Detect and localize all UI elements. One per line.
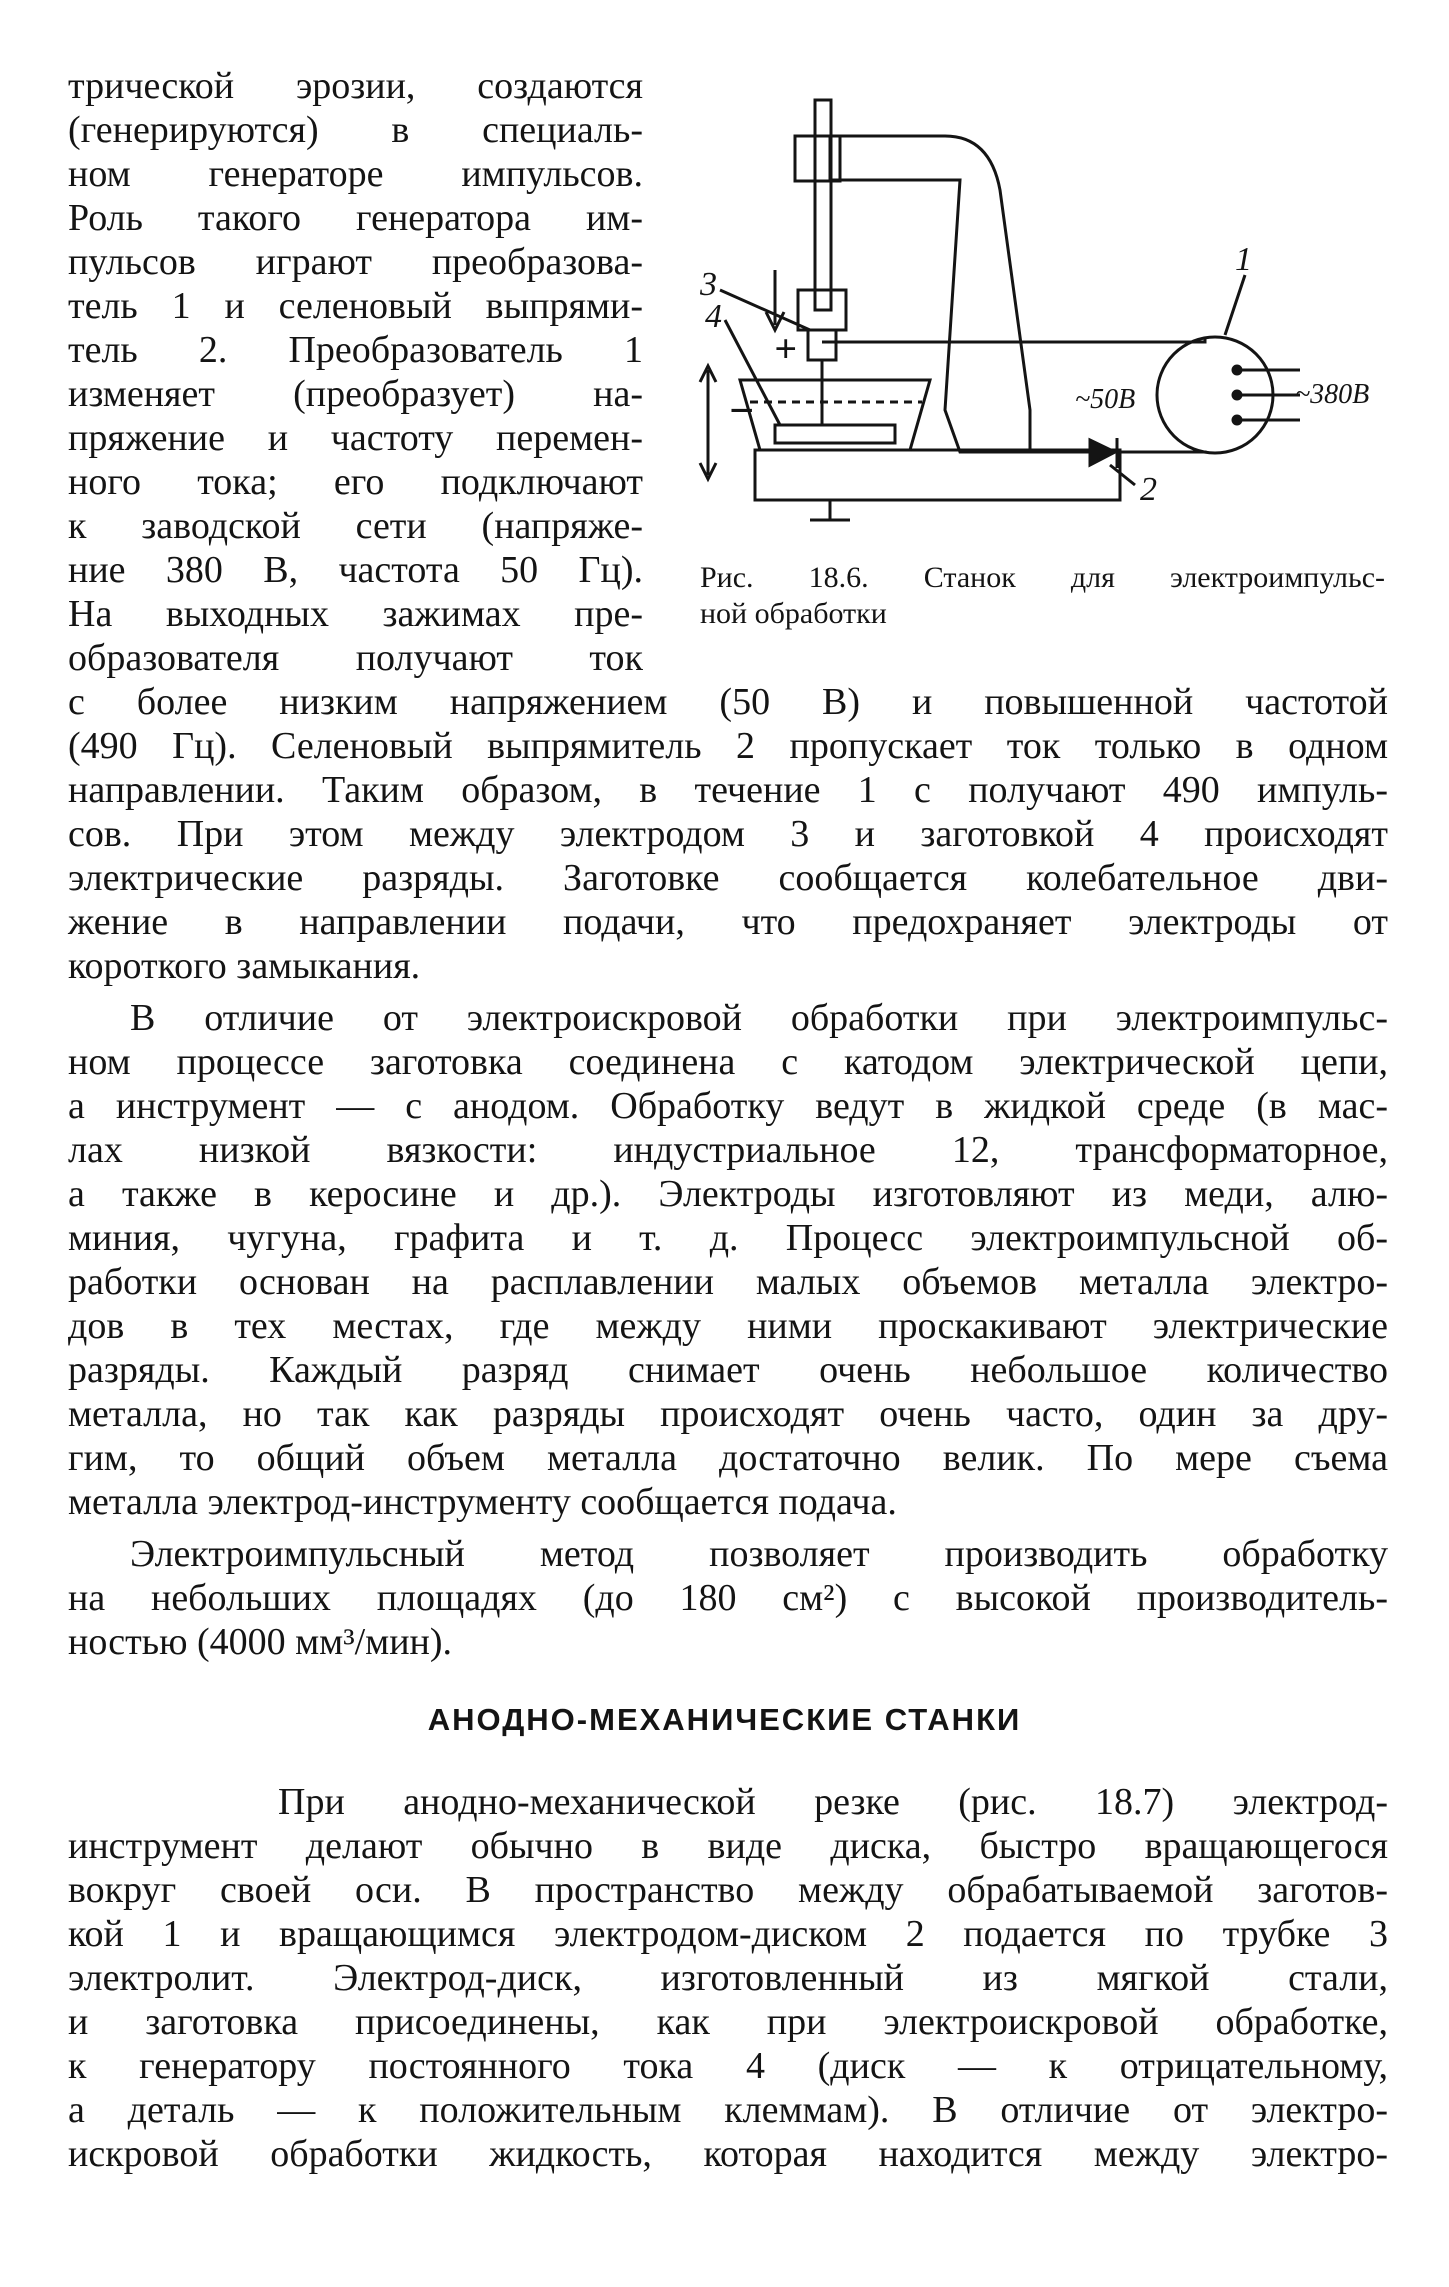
- text-line: электрические разряды. Заготовке сообщается колебательное дви-: [68, 857, 1388, 899]
- terminal-dot: [1233, 391, 1241, 399]
- text-line: работки основан на расплавлении малых объемов металла электро-: [68, 1261, 1388, 1303]
- text-line: ном генераторе импульсов.: [68, 153, 643, 195]
- text-line: металла, но так как разряды происходят очень часто, один за дру-: [68, 1393, 1388, 1435]
- text-line: пульсов играют преобразова-: [68, 241, 643, 283]
- voltage-label-380: ~380В: [1295, 379, 1370, 410]
- text-line: Роль такого генератора им-: [68, 197, 643, 239]
- text-line: ном процессе заготовка соединена с катодом электрической цепи,: [68, 1041, 1388, 1083]
- tool-holder: [808, 330, 836, 360]
- figure-label-3: 3: [700, 266, 717, 303]
- text-line: При анодно-механической резке (рис. 18.7) электрод-: [278, 1781, 1388, 1823]
- text-line: изменяет (преобразует) на-: [68, 373, 643, 415]
- text-line: дов в тех местах, где между ними проскакивают электрические: [68, 1305, 1388, 1347]
- leader-1: [1225, 275, 1245, 335]
- text-line: кой 1 и вращающимся электродом-диском 2 подается по трубке 3: [68, 1913, 1388, 1955]
- figure-machine-diagram: [690, 80, 1400, 530]
- text-line: к заводской сети (напряже-: [68, 505, 643, 547]
- text-line: тель 2. Преобразователь 1: [68, 329, 643, 371]
- text-line: трической эрозии, создаются: [68, 65, 643, 107]
- text-line: направлении. Таким образом, в течение 1 с получают 490 импуль-: [68, 769, 1388, 811]
- text-line: (490 Гц). Селеновый выпрямитель 2 пропускает ток только в одном: [68, 725, 1388, 767]
- voltage-label-50: ~50В: [1075, 384, 1136, 415]
- text-line: а также в керосине и др.). Электроды изготовляют из меди, алю-: [68, 1173, 1388, 1215]
- figure-caption-line: Рис. 18.6. Станок для электроимпульс-: [700, 561, 1385, 594]
- text-line: миния, чугуна, графита и т. д. Процесс электроимпульсной об-: [68, 1217, 1388, 1259]
- text-line: с более низким напряжением (50 В) и повышенной частотой: [68, 681, 1388, 723]
- text-line: ностью (4000 мм³/мин).: [68, 1621, 453, 1663]
- text-line: сов. При этом между электродом 3 и заготовкой 4 происходят: [68, 813, 1388, 855]
- rectifier-diode-2: [1090, 440, 1115, 465]
- leader-2: [1110, 465, 1135, 485]
- text-line: Электроимпульсный метод позволяет производить обработку: [130, 1533, 1388, 1575]
- text-line: пряжение и частоту перемен-: [68, 417, 643, 459]
- plus-sign: +: [774, 326, 797, 371]
- text-line: образователя получают ток: [68, 637, 643, 679]
- text-line: а деталь — к положительным клеммам). В отличие от электро-: [68, 2089, 1388, 2131]
- text-line: искровой обработки жидкость, которая находится между электро-: [68, 2133, 1388, 2175]
- text-line: гим, то общий объем металла достаточно велик. По мере съема: [68, 1437, 1388, 1479]
- figure-label-4: 4: [705, 298, 722, 335]
- text-line: В отличие от электроискровой обработки при электроимпульс-: [130, 997, 1388, 1039]
- text-line: а инструмент — с анодом. Обработку ведут в жидкой среде (в мас-: [68, 1085, 1388, 1127]
- text-line: ного тока; его подключают: [68, 461, 643, 503]
- figure-caption-line: ной обработки: [700, 597, 887, 630]
- section-heading: АНОДНО-МЕХАНИЧЕСКИЕ СТАНКИ: [427, 1702, 1022, 1737]
- text-line: вокруг своей оси. В пространство между обрабатываемой заготов-: [68, 1869, 1388, 1911]
- figure-label-1: 1: [1235, 241, 1252, 278]
- text-line: (генерируются) в специаль-: [68, 109, 643, 151]
- text-line: на небольших площадях (до 180 см²) с высокой производитель-: [68, 1577, 1388, 1619]
- text-line: короткого замыкания.: [68, 945, 421, 987]
- text-line: ние 380 В, частота 50 Гц).: [68, 549, 643, 591]
- terminal-dot: [1233, 366, 1241, 374]
- text-line: к генератору постоянного тока 4 (диск — к отрицательному,: [68, 2045, 1388, 2087]
- machine-base: [755, 450, 1120, 500]
- spindle: [815, 100, 831, 310]
- wire-to-converter-bottom: [1140, 452, 1205, 453]
- terminal-dot: [1233, 416, 1241, 424]
- text-line: разряды. Каждый разряд снимает очень небольшое количество: [68, 1349, 1388, 1391]
- text-line: На выходных зажимах пре-: [68, 593, 643, 635]
- text-line: и заготовка присоединены, как при электроискровой обработке,: [68, 2001, 1388, 2043]
- dielectric-bath: [740, 380, 930, 450]
- text-line: электролит. Электрод-диск, изготовленный из мягкой стали,: [68, 1957, 1388, 1999]
- workpiece: [775, 425, 895, 443]
- figure-label-2: 2: [1140, 471, 1157, 508]
- machine-column: [830, 136, 1030, 452]
- text-line: инструмент делают обычно в виде диска, быстро вращающегося: [68, 1825, 1388, 1867]
- text-line: металла электрод-инструменту сообщается подача.: [68, 1481, 897, 1523]
- text-line: жение в направлении подачи, что предохраняет электроды от: [68, 901, 1388, 943]
- text-line: лах низкой вязкости: индустриальное 12, трансформаторное,: [68, 1129, 1388, 1171]
- text-line: тель 1 и селеновый выпрями-: [68, 285, 643, 327]
- minus-sign: −: [728, 386, 755, 435]
- spindle-arm: [795, 136, 840, 181]
